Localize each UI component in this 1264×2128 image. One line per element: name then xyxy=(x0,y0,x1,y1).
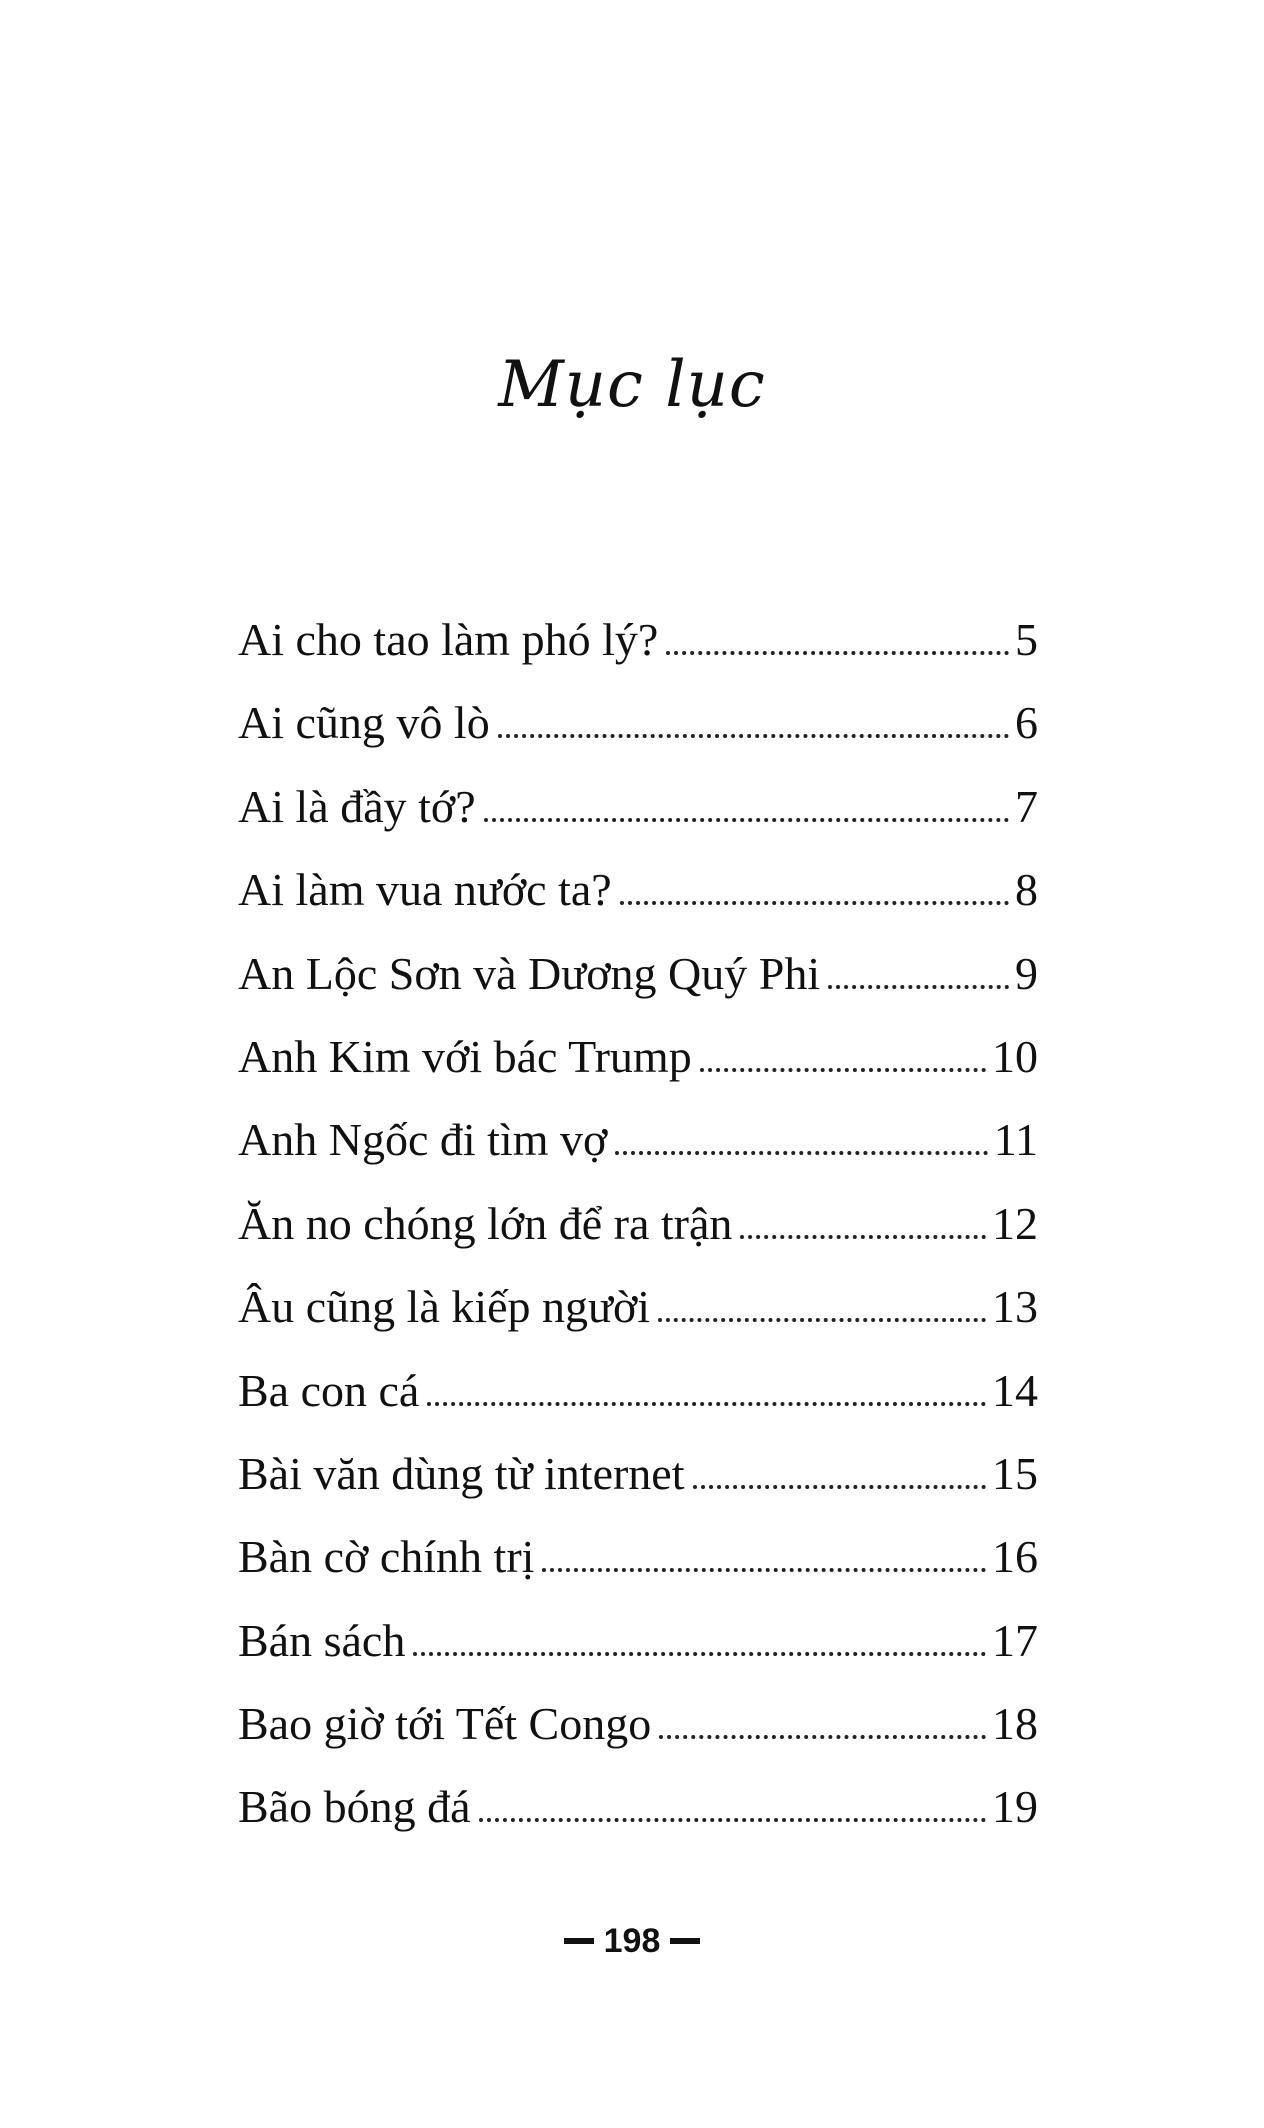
toc-entry[interactable] xyxy=(238,1432,1038,1515)
toc-entry-title: Bán sách xyxy=(238,1614,406,1666)
toc-entry[interactable] xyxy=(238,681,1038,764)
toc-entry-page: 9 xyxy=(1015,947,1038,999)
toc-entry-page: 19 xyxy=(992,1781,1038,1833)
page-title: Mục lục xyxy=(498,348,766,422)
toc-entry-page: 15 xyxy=(992,1447,1038,1499)
table-of-contents xyxy=(238,598,1038,1849)
dash-left xyxy=(564,1938,594,1944)
toc-entry[interactable] xyxy=(238,598,1038,681)
toc-entry[interactable] xyxy=(238,1015,1038,1098)
dot-leader xyxy=(658,1318,986,1322)
toc-entry-page: 6 xyxy=(1015,697,1038,749)
dot-leader xyxy=(427,1402,986,1406)
dot-leader xyxy=(413,1652,986,1656)
toc-entry-title: An Lộc Sơn và Dương Quý Phi xyxy=(238,947,821,999)
dot-leader xyxy=(484,818,1009,822)
toc-entry-title: Ai cũng vô lò xyxy=(238,697,490,749)
toc-entry-title: Bàn cờ chính trị xyxy=(238,1531,535,1583)
toc-entry-page: 12 xyxy=(992,1197,1038,1249)
toc-entry[interactable] xyxy=(238,765,1038,848)
toc-entry[interactable] xyxy=(238,1765,1038,1848)
toc-entry-title: Âu cũng là kiếp người xyxy=(238,1281,651,1333)
dot-leader xyxy=(615,1151,987,1155)
toc-entry-page: 5 xyxy=(1015,614,1038,665)
toc-entry-title: Ai làm vua nước ta? xyxy=(238,864,612,916)
dot-leader xyxy=(693,1485,986,1489)
toc-entry-page: 16 xyxy=(992,1531,1038,1583)
toc-entry-page: 14 xyxy=(992,1364,1038,1416)
toc-entry-page: 17 xyxy=(992,1614,1038,1666)
toc-entry-page: 18 xyxy=(992,1698,1038,1750)
toc-entry-title: Ai cho tao làm phó lý? xyxy=(238,614,659,665)
toc-entry[interactable] xyxy=(238,1599,1038,1682)
dot-leader xyxy=(479,1818,986,1822)
toc-entry-page: 8 xyxy=(1015,864,1038,916)
dot-leader xyxy=(659,1735,986,1739)
toc-entry[interactable] xyxy=(238,1098,1038,1181)
dot-leader xyxy=(828,985,1009,989)
toc-entry-title: Bài văn dùng từ internet xyxy=(238,1447,685,1499)
toc-entry-title: Ăn no chóng lớn để ra trận xyxy=(238,1197,733,1249)
toc-entry[interactable] xyxy=(238,1265,1038,1348)
dot-leader xyxy=(666,651,1009,655)
page-number-value: 198 xyxy=(603,1922,661,1960)
page-number xyxy=(0,1916,1264,1966)
toc-entry-page: 10 xyxy=(992,1030,1038,1082)
dot-leader xyxy=(700,1068,986,1072)
toc-entry[interactable] xyxy=(238,1349,1038,1432)
toc-entry[interactable] xyxy=(238,1515,1038,1598)
toc-entry[interactable] xyxy=(238,848,1038,931)
toc-entry-title: Bao giờ tới Tết Congo xyxy=(238,1698,652,1750)
toc-entry-page: 7 xyxy=(1015,780,1038,832)
toc-entry-title: Ai là đầy tớ? xyxy=(238,780,476,832)
toc-entry[interactable] xyxy=(238,1682,1038,1765)
toc-entry-page: 13 xyxy=(992,1281,1038,1333)
toc-entry-title: Bão bóng đá xyxy=(238,1781,471,1833)
toc-entry[interactable] xyxy=(238,932,1038,1015)
toc-entry-title: Anh Ngốc đi tìm vợ xyxy=(238,1114,608,1166)
toc-entry-title: Anh Kim với bác Trump xyxy=(238,1030,692,1082)
toc-entry-page: 11 xyxy=(993,1114,1038,1166)
dot-leader xyxy=(740,1235,986,1239)
dot-leader xyxy=(542,1568,986,1572)
dot-leader xyxy=(498,734,1009,738)
toc-entry[interactable] xyxy=(238,1182,1038,1265)
dot-leader xyxy=(620,901,1009,905)
toc-entry-title: Ba con cá xyxy=(238,1364,420,1416)
dash-right xyxy=(670,1938,700,1944)
